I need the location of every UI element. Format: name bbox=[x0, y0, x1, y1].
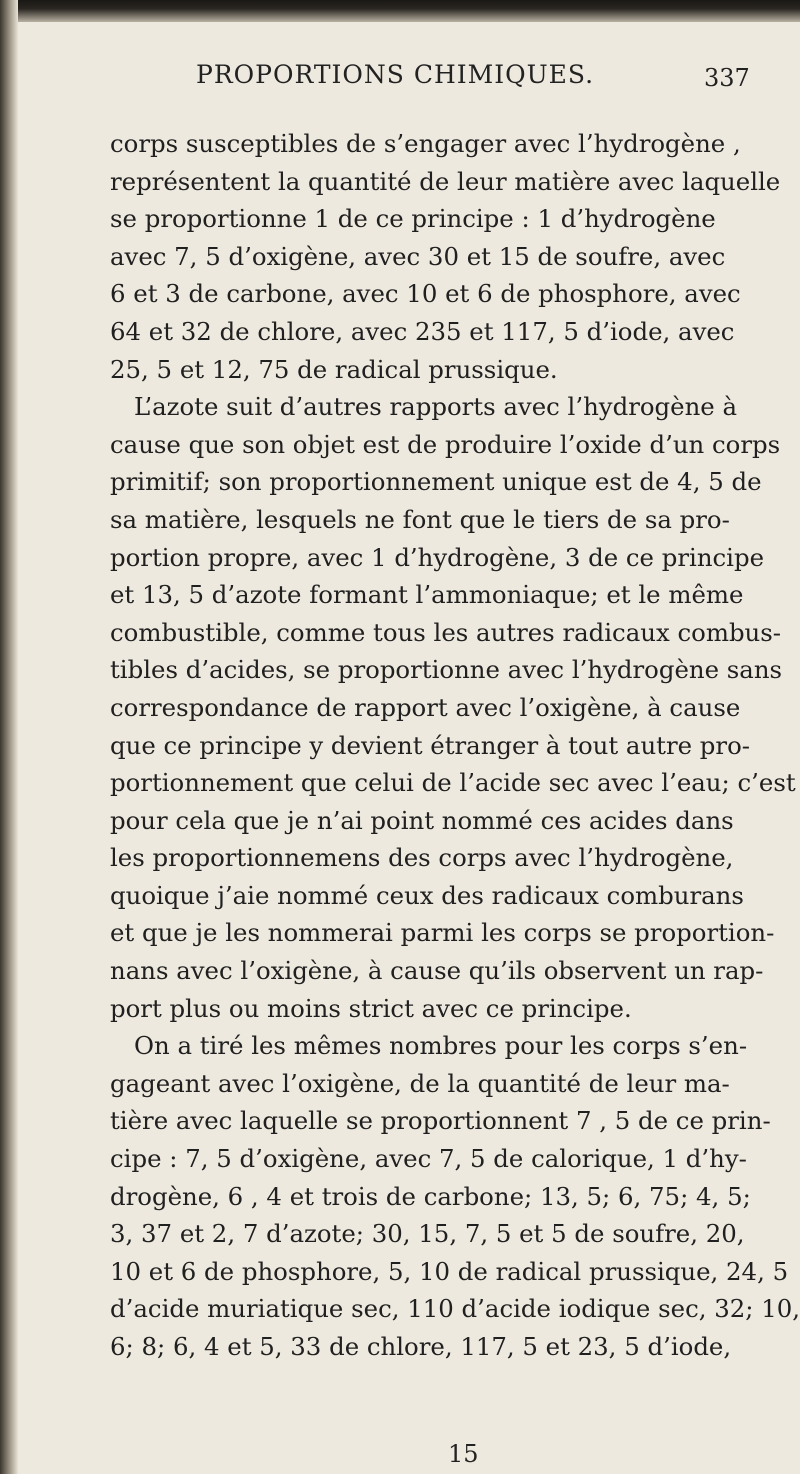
text-line-26: gageant avec l’oxigène, de la quantité de leur ma- bbox=[110, 1068, 730, 1098]
text-line-25: On a tiré les mêmes nombres pour les corps s’en- bbox=[134, 1031, 748, 1061]
text-line-10: primitif; son proportionnement unique est de 4, 5 de bbox=[110, 467, 762, 497]
text-line-19: pour cela que je n’ai point nommé ces acides dans bbox=[110, 805, 734, 835]
text-line-12: portion propre, avec 1 d’hydrogène, 3 de ce principe bbox=[110, 542, 765, 572]
text-line-23: nans avec l’oxigène, à cause qu’ils observent un rap- bbox=[110, 956, 764, 986]
binding-shadow bbox=[0, 0, 18, 1474]
text-line-15: tibles d’acides, se proportionne avec l’hydrogène sans bbox=[110, 655, 783, 685]
text-line-33: 6; 8; 6, 4 et 5, 33 de chlore, 117, 5 et 23, 5 d’iode, bbox=[110, 1332, 732, 1361]
text-line-8: L’azote suit d’autres rapports avec l’hydrogène à bbox=[134, 392, 738, 422]
text-line-13: et 13, 5 d’azote formant l’ammoniaque; et le même bbox=[110, 580, 744, 610]
text-line-29: drogène, 6 , 4 et trois de carbone; 13, 5; 6, 75; 4, 5; bbox=[110, 1181, 751, 1211]
text-line-3: se proportionne 1 de ce principe : 1 d’hydrogène bbox=[110, 204, 716, 234]
text-line-20: les proportionnemens des corps avec l’hydrogène, bbox=[110, 843, 734, 873]
catchword: 15 bbox=[448, 1440, 479, 1468]
text-line-4: avec 7, 5 d’oxigène, avec 30 et 15 de soufre, avec bbox=[110, 241, 726, 271]
text-line-31: 10 et 6 de phosphore, 5, 10 de radical prussique, 24, 5 bbox=[110, 1256, 789, 1286]
text-line-6: 64 et 32 de chlore, avec 235 et 117, 5 d’iode, avec bbox=[110, 316, 735, 346]
text-line-5: 6 et 3 de carbone, avec 10 et 6 de phosphore, avec bbox=[110, 279, 741, 309]
text-line-30: 3, 37 et 2, 7 d’azote; 30, 15, 7, 5 et 5 de soufre, 20, bbox=[110, 1219, 745, 1249]
book-page bbox=[18, 22, 800, 1474]
text-line-18: portionnement que celui de l’acide sec avec l’eau; c’est bbox=[110, 768, 796, 798]
text-line-21: quoique j’aie nommé ceux des radicaux comburans bbox=[110, 880, 744, 910]
text-line-16: correspondance de rapport avec l’oxigène, à cause bbox=[110, 692, 741, 722]
text-line-14: combustible, comme tous les autres radicaux combus- bbox=[110, 617, 782, 647]
page-top-shadow bbox=[0, 0, 800, 22]
text-line-27: tière avec laquelle se proportionnent 7 , 5 de ce prin- bbox=[110, 1106, 771, 1136]
text-line-1: corps susceptibles de s’engager avec l’hydrogène , bbox=[110, 129, 741, 158]
text-line-22: et que je les nommerai parmi les corps se proportion- bbox=[110, 918, 775, 948]
text-line-7: 25, 5 et 12, 75 de radical prussique. bbox=[110, 354, 558, 384]
text-line-9: cause que son objet est de produire l’oxide d’un corps bbox=[110, 429, 781, 459]
running-title: PROPORTIONS CHIMIQUES. bbox=[196, 60, 595, 89]
body-text bbox=[110, 125, 800, 1366]
running-head bbox=[18, 60, 800, 100]
text-line-2: représentent la quantité de leur matière avec laquelle bbox=[110, 166, 781, 196]
text-line-11: sa matière, lesquels ne font que le tiers de sa pro- bbox=[110, 504, 730, 534]
page-number: 337 bbox=[704, 64, 750, 92]
text-line-24: port plus ou moins strict avec ce principe. bbox=[110, 993, 632, 1023]
text-line-17: que ce principe y devient étranger à tout autre pro- bbox=[110, 730, 751, 760]
text-line-28: cipe : 7, 5 d’oxigène, avec 7, 5 de calorique, 1 d’hy- bbox=[110, 1144, 747, 1174]
text-line-32: d’acide muriatique sec, 110 d’acide iodique sec, 32; 10, bbox=[110, 1294, 800, 1324]
